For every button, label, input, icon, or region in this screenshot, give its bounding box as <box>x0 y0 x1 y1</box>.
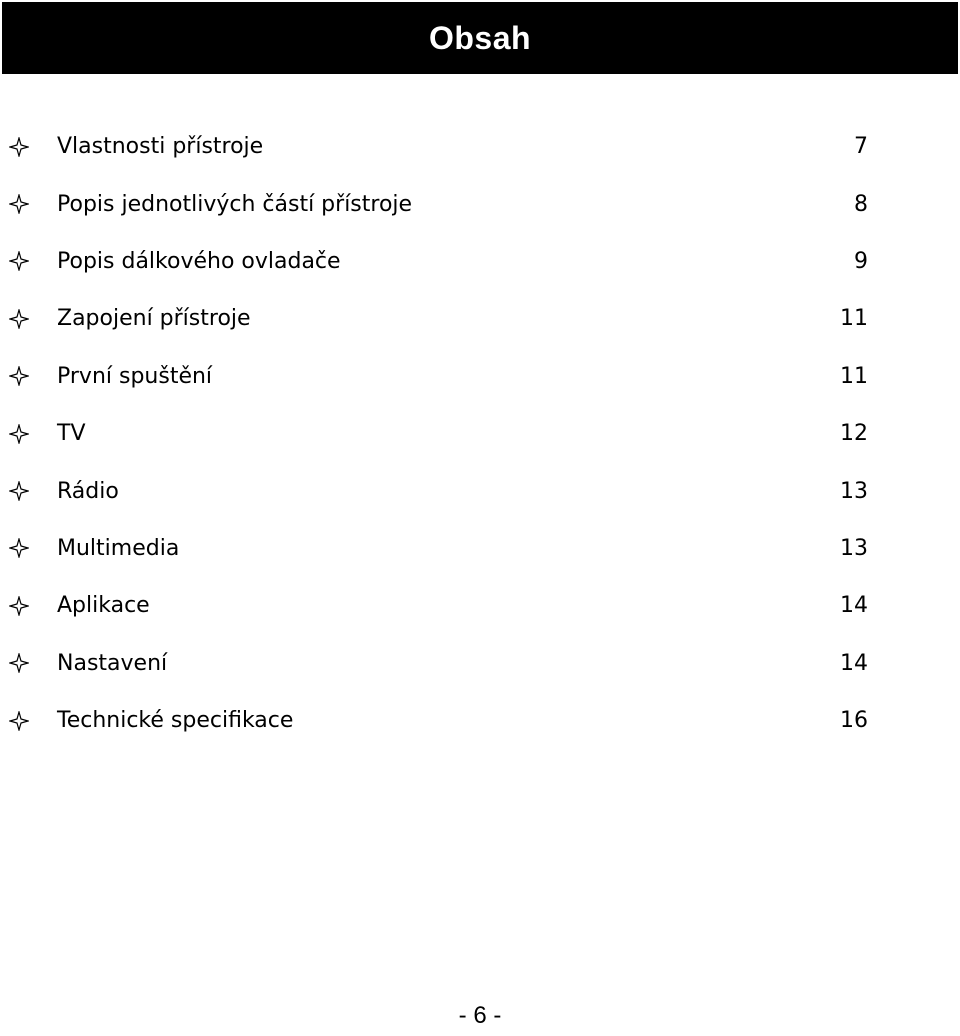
toc-item-label: Popis dálkového ovladače <box>57 248 341 274</box>
toc-item-page: 13 <box>840 478 868 504</box>
toc-item-label: Rádio <box>57 478 119 504</box>
toc-item-label: Technické specifikace <box>57 708 294 734</box>
four-point-star-outline-icon <box>8 652 30 674</box>
four-point-star-outline-icon <box>8 595 30 617</box>
four-point-star-outline-icon <box>8 193 30 215</box>
toc-item-label: Aplikace <box>57 593 150 619</box>
four-point-star-outline-icon <box>8 308 30 330</box>
four-point-star-outline-icon <box>8 710 30 732</box>
toc-item-radio <box>0 462 960 519</box>
toc-item-aplikace <box>0 577 960 634</box>
toc-item-page: 14 <box>840 593 868 619</box>
toc-item-page: 11 <box>840 363 868 389</box>
toc-item-page: 9 <box>854 248 868 274</box>
four-point-star-outline-icon <box>8 136 30 158</box>
page-number: - 6 - <box>458 1002 502 1029</box>
toc-item-page: 11 <box>840 306 868 332</box>
toc-item-zapojeni <box>0 290 960 347</box>
toc-item-page: 16 <box>840 708 868 734</box>
toc-item-page: 7 <box>854 134 868 160</box>
four-point-star-outline-icon <box>8 423 30 445</box>
toc-item-label: Zapojení přístroje <box>57 306 251 332</box>
header-bar <box>2 2 958 74</box>
toc-item-label: První spuštění <box>57 363 213 389</box>
toc-item-prvni-spusteni <box>0 348 960 405</box>
toc-item-label: TV <box>57 421 86 447</box>
toc-item-vlastnosti <box>0 118 960 175</box>
toc-item-nastaveni <box>0 635 960 692</box>
toc-item-multimedia <box>0 520 960 577</box>
toc-item-technicke-specifikace <box>0 692 960 749</box>
toc-item-tv <box>0 405 960 462</box>
four-point-star-outline-icon <box>8 537 30 559</box>
four-point-star-outline-icon <box>8 250 30 272</box>
toc-item-popis-casti <box>0 175 960 232</box>
toc-item-label: Popis jednotlivých částí přístroje <box>57 191 413 217</box>
toc-item-label: Nastavení <box>57 650 168 676</box>
page-title: Obsah <box>428 19 532 56</box>
toc-item-page: 8 <box>854 191 868 217</box>
toc-item-popis-ovladace <box>0 233 960 290</box>
table-of-contents <box>0 118 960 749</box>
toc-item-page: 12 <box>840 421 868 447</box>
four-point-star-outline-icon <box>8 365 30 387</box>
toc-item-page: 14 <box>840 650 868 676</box>
toc-item-label: Multimedia <box>57 535 180 561</box>
four-point-star-outline-icon <box>8 480 30 502</box>
toc-item-label: Vlastnosti přístroje <box>57 134 264 160</box>
toc-item-page: 13 <box>840 535 868 561</box>
